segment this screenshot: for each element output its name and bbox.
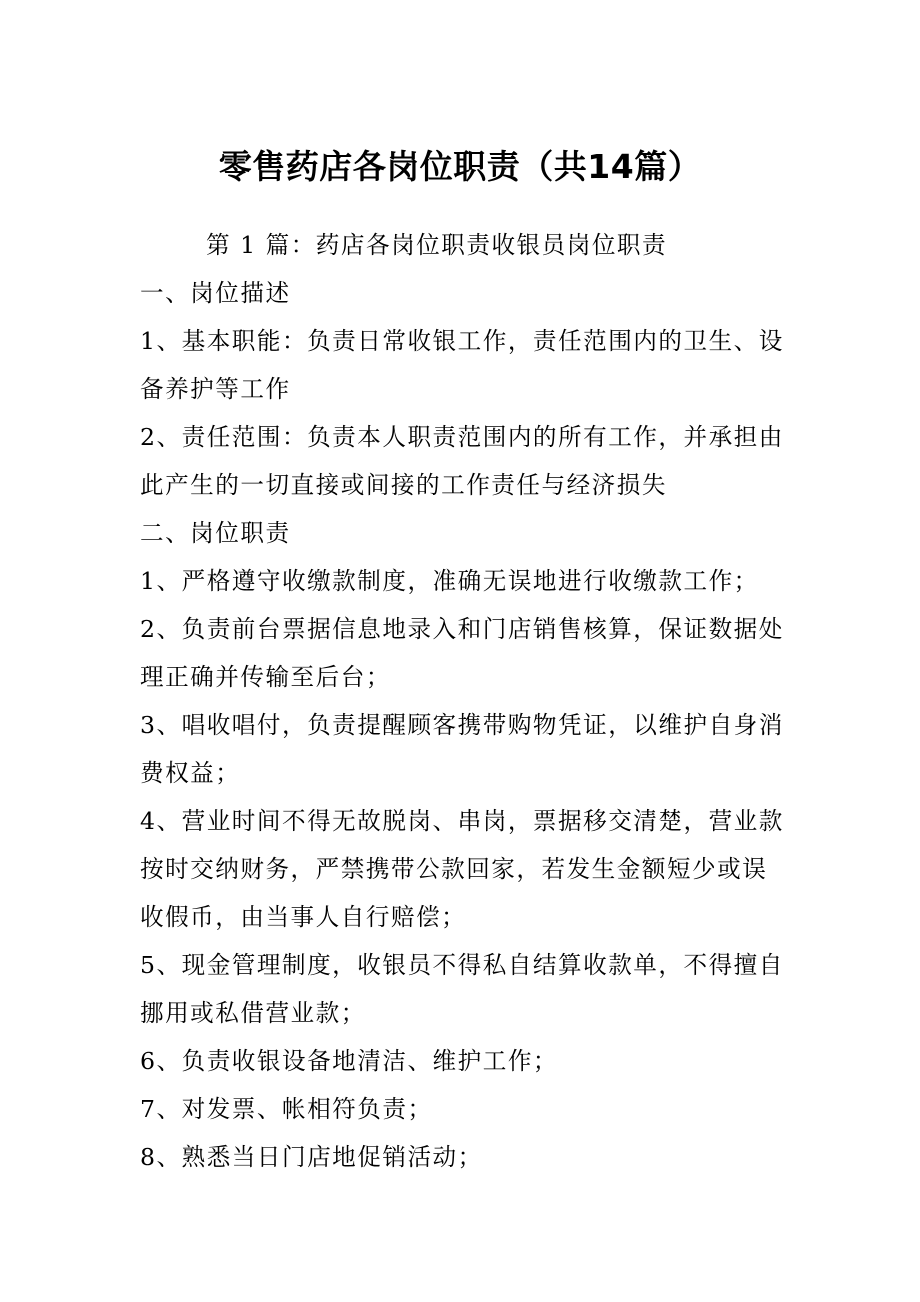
paragraph: 8、熟悉当日门店地促销活动； <box>140 1143 483 1171</box>
paragraph: 4、营业时间不得无故脱岗、串岗，票据移交清楚，营业款按时交纳财务，严禁携带公款回家，若发生金额短少或误收假币，由当事人自行赔偿； <box>140 807 784 931</box>
article-heading: 第 1 篇：药店各岗位职责收银员岗位职责 <box>206 231 668 259</box>
paragraph: 6、负责收银设备地清洁、维护工作； <box>140 1047 559 1075</box>
document-body <box>140 221 785 1181</box>
paragraph: 1、严格遵守收缴款制度，准确无误地进行收缴款工作； <box>140 567 759 595</box>
section-heading-description: 一、岗位描述 <box>140 279 291 307</box>
section-heading-duties: 二、岗位职责 <box>140 519 291 547</box>
paragraph: 3、唱收唱付，负责提醒顾客携带购物凭证，以维护自身消费权益； <box>140 711 784 787</box>
paragraph: 5、现金管理制度，收银员不得私自结算收款单，不得擅自挪用或私借营业款； <box>140 951 784 1027</box>
paragraph: 7、对发票、帐相符负责； <box>140 1095 433 1123</box>
paragraph: 2、负责前台票据信息地录入和门店销售核算，保证数据处理正确并传输至后台； <box>140 615 784 691</box>
paragraph: 1、基本职能：负责日常收银工作，责任范围内的卫生、设备养护等工作 <box>140 327 784 403</box>
paragraph: 2、责任范围：负责本人职责范围内的所有工作，并承担由此产生的一切直接或间接的工作责任与经济损失 <box>140 423 784 499</box>
document-title: 零售药店各岗位职责（共14篇） <box>218 147 702 186</box>
